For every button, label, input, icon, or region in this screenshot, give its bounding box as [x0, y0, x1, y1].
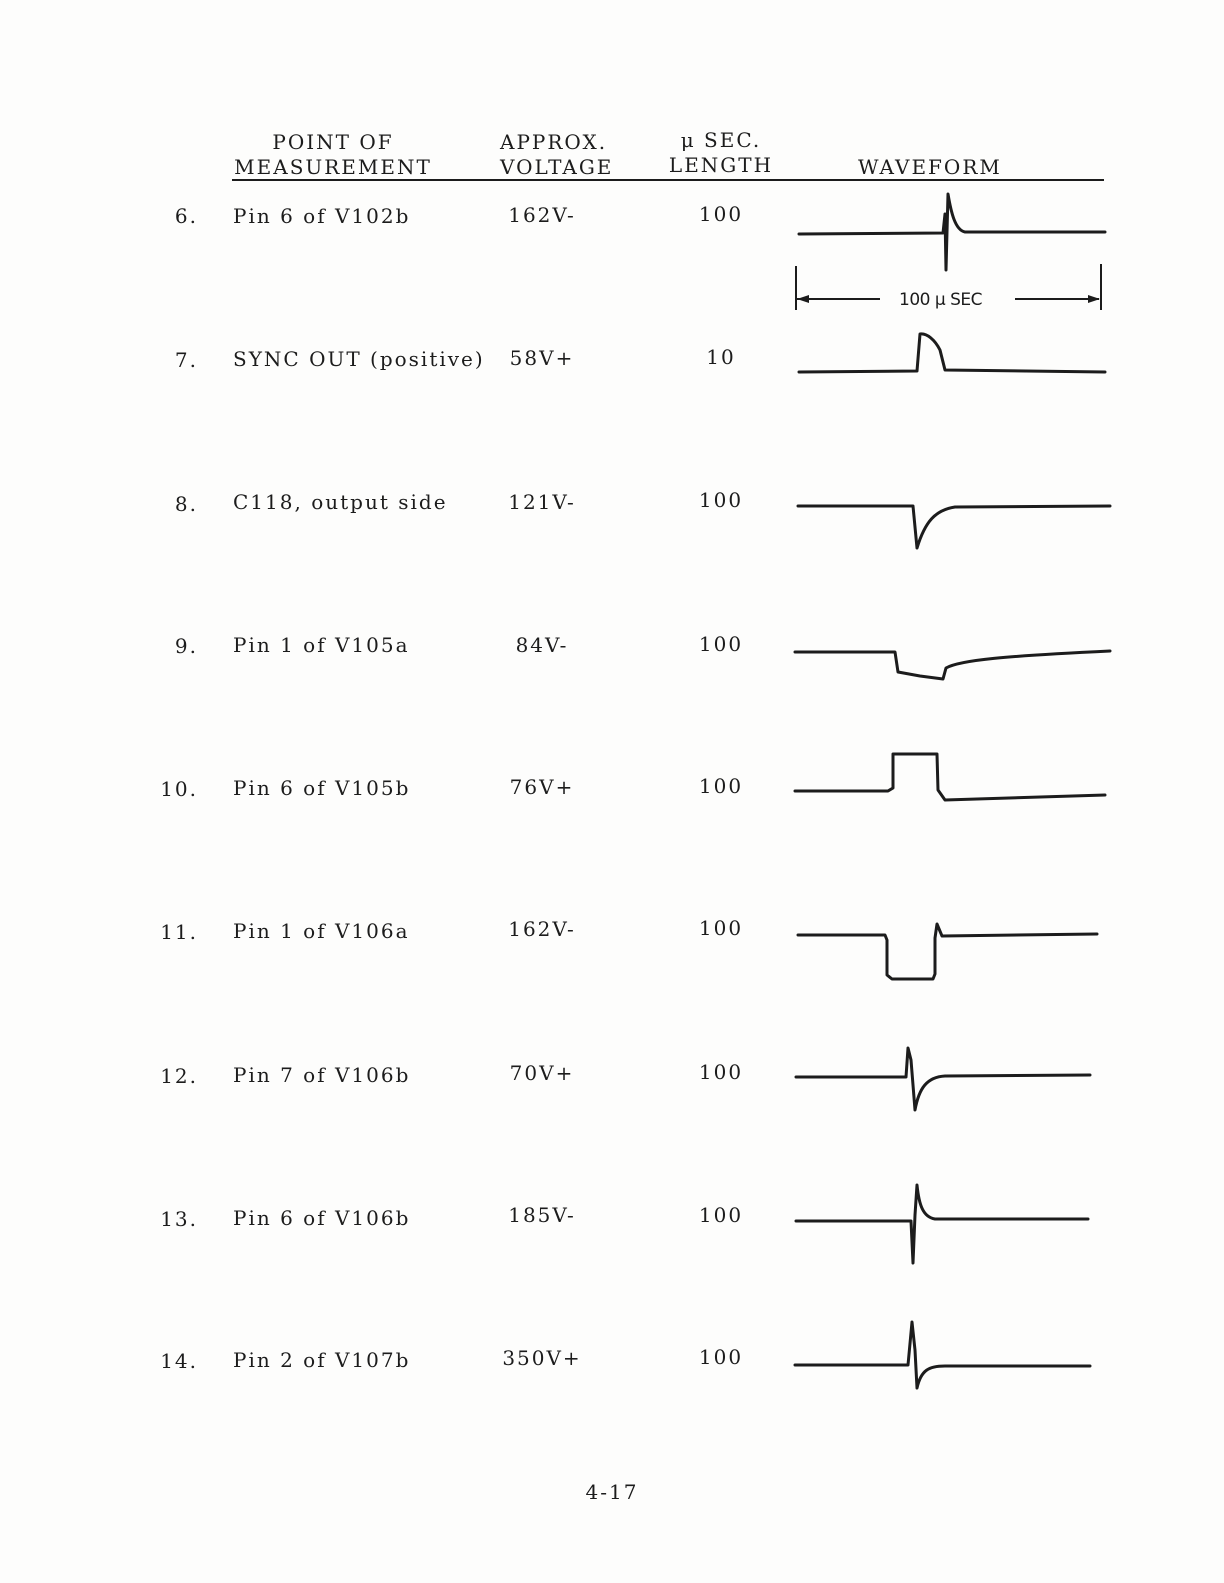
header-point-line1: POINT OF	[272, 130, 394, 154]
waveform-icon	[785, 880, 1115, 990]
measurement-point: SYNC OUT (positive)	[233, 347, 485, 371]
header-voltage-line2: VOLTAGE	[500, 155, 614, 179]
waveform-icon	[785, 740, 1115, 850]
header-length-line1: μ SEC.	[680, 128, 762, 152]
approx-voltage: 121V-	[508, 490, 576, 514]
measurement-point: Pin 7 of V106b	[233, 1063, 411, 1087]
approx-voltage: 76V+	[509, 775, 575, 799]
measurement-point: Pin 6 of V102b	[233, 204, 411, 228]
waveform-icon	[785, 600, 1115, 710]
time-scale-label: 100 μ SEC	[893, 290, 988, 310]
row-number: 8.	[174, 492, 198, 516]
waveform-icon	[785, 460, 1115, 570]
usec-length: 100	[698, 1203, 744, 1227]
usec-length: 100	[698, 488, 744, 512]
approx-voltage: 162V-	[508, 203, 576, 227]
usec-length: 100	[698, 202, 744, 226]
row-number: 10.	[160, 777, 198, 801]
header-point-line2: MEASUREMENT	[234, 155, 432, 179]
row-number: 7.	[174, 348, 198, 372]
measurement-point: Pin 1 of V106a	[233, 919, 410, 943]
approx-voltage: 84V-	[515, 633, 569, 657]
header-usec-length	[667, 128, 775, 178]
approx-voltage: 185V-	[508, 1203, 576, 1227]
usec-length: 100	[698, 1345, 744, 1369]
row-number: 13.	[160, 1207, 198, 1231]
approx-voltage: 162V-	[508, 917, 576, 941]
measurement-point: Pin 6 of V105b	[233, 776, 411, 800]
usec-length: 100	[698, 916, 744, 940]
header-point-of-measurement	[233, 130, 433, 180]
row-number: 14.	[160, 1349, 198, 1373]
measurement-point: Pin 2 of V107b	[233, 1348, 411, 1372]
waveform-icon	[785, 320, 1115, 430]
page-number: 4-17	[585, 1480, 639, 1504]
header-voltage-line1: APPROX.	[500, 130, 608, 154]
header-length-line2: LENGTH	[668, 153, 774, 177]
row-number: 12.	[160, 1064, 198, 1088]
approx-voltage: 350V+	[502, 1346, 582, 1370]
header-approx-voltage	[500, 130, 613, 180]
waveform-icon	[785, 1020, 1115, 1130]
row-number: 9.	[174, 634, 198, 658]
waveform-icon	[785, 1310, 1115, 1420]
usec-length: 100	[698, 774, 744, 798]
waveform-icon	[785, 1165, 1115, 1275]
header-waveform-label: WAVEFORM	[858, 155, 1002, 179]
approx-voltage: 58V+	[509, 346, 575, 370]
row-number: 11.	[160, 920, 198, 944]
usec-length: 10	[706, 345, 736, 369]
approx-voltage: 70V+	[509, 1061, 575, 1085]
measurement-point: Pin 1 of V105a	[233, 633, 410, 657]
header-waveform	[858, 155, 1002, 180]
usec-length: 100	[698, 632, 744, 656]
measurement-point: Pin 6 of V106b	[233, 1206, 411, 1230]
row-number: 6.	[174, 204, 198, 228]
measurement-point: C118, output side	[233, 490, 448, 514]
usec-length: 100	[698, 1060, 744, 1084]
